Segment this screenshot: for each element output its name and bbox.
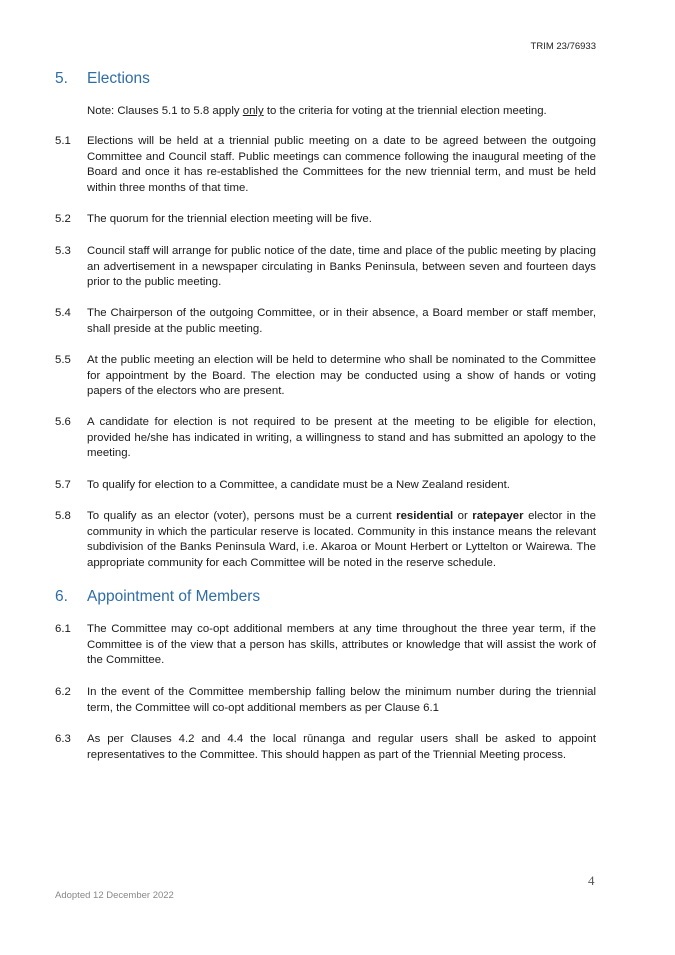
clause-5-4 xyxy=(55,306,596,337)
clause-number: 5.6 xyxy=(55,416,71,428)
clause-5-7 xyxy=(55,478,596,494)
clause-5-6 xyxy=(55,415,596,462)
clause-text: In the event of the Committee membership falling below the minimum number during the triennial term, the Committee will co-opt additional members as per Clause 6.1 xyxy=(87,686,596,714)
clause-number: 6.3 xyxy=(55,733,71,745)
clause-5-5 xyxy=(55,353,596,400)
section-title: Elections xyxy=(87,70,150,87)
section-heading-elections xyxy=(55,70,150,88)
clause-number: 5.2 xyxy=(55,213,71,225)
bold-term-residential: residential xyxy=(396,510,454,522)
footer-adopted-date: Adopted 12 December 2022 xyxy=(55,890,174,901)
clause-text: The Chairperson of the outgoing Committee, or in their absence, a Board member or staff member, shall preside at the public meeting. xyxy=(87,307,596,335)
document-reference: TRIM 23/76933 xyxy=(530,41,596,52)
clause-number: 5.3 xyxy=(55,245,71,257)
clause-text: As per Clauses 4.2 and 4.4 the local rūnanga and regular users shall be asked to appoint representatives to the Committee. This should happen as part of the Triennial Meeting process. xyxy=(87,733,596,761)
clause-number: 5.4 xyxy=(55,307,71,319)
clause-text: The Committee may co-opt additional members at any time throughout the three year term, if the Committee is of the view that a person has skills, attributes or knowledge that will assist the work of the Committee. xyxy=(87,623,596,667)
clause-5-8 xyxy=(55,509,596,571)
clause-text-pre: To qualify as an elector (voter), persons must be a current xyxy=(87,510,397,522)
clause-text-post: elector in the community in which the particular reserve is located. Community in this instance means the relevant subdivision of the Banks Peninsula Ward, i.e. Akaroa or Mount Herbert or Lyttelton or Wairewa. The appropriate community for each Committee will be noted in the reserve schedule. xyxy=(87,510,596,569)
section-heading-appointment xyxy=(55,588,260,606)
clause-text: To qualify for election to a Committee, a candidate must be a New Zealand resident. xyxy=(87,479,510,491)
clause-text-mid: or xyxy=(453,510,473,522)
clause-5-3 xyxy=(55,244,596,291)
clause-5-1 xyxy=(55,134,596,196)
note-text-post: to the criteria for voting at the triennial election meeting. xyxy=(263,105,547,117)
bold-term-ratepayer: ratepayer xyxy=(472,510,524,522)
clause-number: 5.1 xyxy=(55,135,71,147)
clause-text xyxy=(87,509,596,571)
clause-text: Elections will be held at a triennial public meeting on a date to be agreed between the outgoing Committee and Council staff. Public meetings can commence following the inaugural meeting of the Board and once it has re-established the Committees for the new triennial term, and must be held within three months of that time. xyxy=(87,135,596,194)
section-title: Appointment of Members xyxy=(87,588,261,605)
clause-5-2 xyxy=(55,212,596,228)
clause-6-1 xyxy=(55,622,596,669)
section-number: 6. xyxy=(55,588,68,605)
note-emphasis: only xyxy=(242,105,264,117)
clause-6-2 xyxy=(55,685,596,716)
clause-6-3 xyxy=(55,732,596,763)
clause-text: At the public meeting an election will be held to determine who shall be nominated to the Committee for appointment by the Board. The election may be conducted using a show of hands or voting papers of the electors who are present. xyxy=(87,354,596,398)
clause-number: 5.7 xyxy=(55,479,71,491)
clause-number: 6.2 xyxy=(55,686,71,698)
section-number: 5. xyxy=(55,70,68,87)
note-text-pre: Note: Clauses 5.1 to 5.8 apply xyxy=(87,105,243,117)
clause-number: 6.1 xyxy=(55,623,71,635)
clause-text: Council staff will arrange for public notice of the date, time and place of the public meeting by placing an advertisement in a newspaper circulating in Banks Peninsula, between seven and fourteen days prior to the public meeting. xyxy=(87,245,596,289)
clause-number: 5.5 xyxy=(55,354,71,366)
section-note xyxy=(87,104,607,120)
clause-number: 5.8 xyxy=(55,510,71,522)
clause-text: A candidate for election is not required to be present at the meeting to be eligible for election, provided he/she has indicated in writing, a willingness to stand and has submitted an apology to the meeting. xyxy=(87,416,596,460)
page-number: 4 xyxy=(588,873,595,888)
clause-text: The quorum for the triennial election meeting will be five. xyxy=(87,213,372,225)
